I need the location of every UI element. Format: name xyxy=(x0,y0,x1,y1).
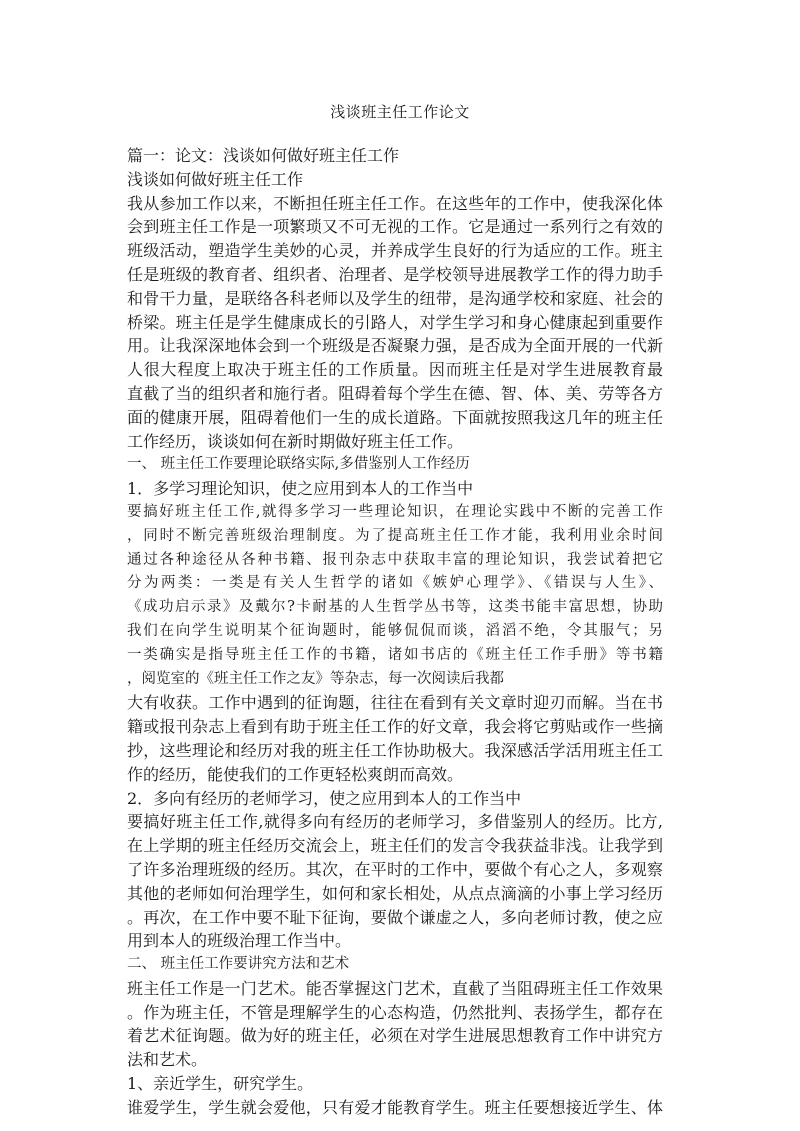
text-line: 《成功启示录》及戴尔?卡耐基的人生哲学丛书等，这类书能丰富思想，协助 xyxy=(127,599,663,616)
text-line: 人很大程度上取决于班主任的工作质量。因而班主任是对学生进展教育最 xyxy=(127,360,663,380)
text-line: 。再次，在工作中要不耻下征询，要做个谦虚之人，多向老师讨教，使之应 xyxy=(127,907,663,927)
text-line: 分为两类：一类是有关人生哲学的诸如《嫉妒心理学》、《错误与人生》、 xyxy=(127,575,663,592)
text-line: 会到班主任工作是一项繁琐又不可无视的工作。它是通过一系列行之有效的 xyxy=(127,217,663,237)
text-line: 了许多治理班级的经历。其次，在平时的工作中，要做个有心之人，多观察 xyxy=(127,859,663,879)
text-line: 班主任工作是一门艺术。能否掌握这门艺术，直截了当阻碍班主任工作效果 xyxy=(127,978,663,998)
text-line: 浅谈如何做好班主任工作 xyxy=(127,169,304,189)
text-line: 二、 班主任工作要讲究方法和艺术 xyxy=(127,956,350,973)
text-line: 和骨干力量，是联络各科老师以及学生的纽带，是沟通学校和家庭、社会的 xyxy=(127,288,663,308)
text-line: 大有收获。工作中遇到的征询题，往往在看到有关文章时迎刃而解。当在书 xyxy=(127,693,663,713)
text-line: 法和艺术。 xyxy=(127,1050,208,1070)
text-line: 面的健康开展，阻碍着他们一生的成长道路。下面就按照我这几年的班主任 xyxy=(127,407,663,427)
text-line: 2．多向有经历的老师学习，使之应用到本人的工作当中 xyxy=(127,788,522,808)
text-line: 我们在向学生说明某个征询题时，能够侃侃而谈，滔滔不绝，令其服气；另 xyxy=(127,622,663,639)
text-line: 。作为班主任，不管是理解学生的心态构造，仍然批判、表扬学生，都存在 xyxy=(127,1002,663,1022)
text-line: 一、 班主任工作要理论联络实际,多借鉴别人工作经历 xyxy=(127,456,470,473)
text-line: 桥梁。班主任是学生健康成长的引路人，对学生学习和身心健康起到重要作 xyxy=(127,312,663,332)
document-body xyxy=(127,144,663,1120)
text-line: 用。让我深深地体会到一个班级是否凝聚力强，是否成为全面开展的一代新 xyxy=(127,336,663,356)
text-line: 任是班级的教育者、组织者、治理者、是学校领导进展教学工作的得力助手 xyxy=(127,264,663,284)
text-line: 通过各种途径从各种书籍、报刊杂志中获取丰富的理论知识，我尝试着把它 xyxy=(127,551,663,568)
text-line: 我从参加工作以来，不断担任班主任工作。在这些年的工作中，使我深化体 xyxy=(127,193,663,213)
text-line: 谁爱学生，学生就会爱他，只有爱才能教育学生。班主任要想接近学生、体 xyxy=(127,1097,663,1117)
text-line: 篇一：论文：浅谈如何做好班主任工作 xyxy=(127,146,400,165)
text-line: 抄，这些理论和经历对我的班主任工作协助极大。我深感活学活用班主任工 xyxy=(127,740,663,760)
text-line: 着艺术征询题。做为好的班主任，必须在对学生进展思想教育工作中讲究方 xyxy=(127,1026,663,1046)
text-line: 籍或报刊杂志上看到有助于班主任工作的好文章，我会将它剪贴或作一些摘 xyxy=(127,717,663,737)
text-line: 1．多学习理论知识，使之应用到本人的工作当中 xyxy=(127,479,474,499)
text-line: 要搞好班主任工作,就得多学习一些理论知识，在理论实践中不断的完善工作 xyxy=(127,503,663,520)
text-line: 班级活动，塑造学生美妙的心灵，并养成学生良好的行为适应的工作。班主 xyxy=(127,241,663,261)
document-title: 浅谈班主任工作论文 xyxy=(330,103,470,121)
text-line: 1、亲近学生，研究学生。 xyxy=(127,1074,314,1094)
text-line: 作的经历，能使我们的工作更轻松爽朗而高效。 xyxy=(127,764,464,784)
text-line: 直截了当的组织者和施行者。阻碍着每个学生在德、智、体、美、劳等各方 xyxy=(127,383,663,403)
text-line: 工作经历，谈谈如何在新时期做好班主任工作。 xyxy=(127,431,464,451)
text-line: ，阅览室的《班主任工作之友》等杂志，每一次阅读后我都 xyxy=(127,670,504,687)
text-line: 用到本人的班级治理工作当中。 xyxy=(127,931,352,951)
text-line: 要搞好班主任工作,就得多向有经历的老师学习，多借鉴别人的经历。比方, xyxy=(127,812,663,832)
text-line: 一类确实是指导班主任工作的书籍，诸如书店的《班主任工作手册》等书籍 xyxy=(127,646,663,663)
text-line: 其他的老师如何治理学生，如何和家长相处，从点点滴滴的小事上学习经历 xyxy=(127,883,663,903)
text-line: 在上学期的班主任经历交流会上，班主任们的发言令我获益非浅。让我学到 xyxy=(127,836,663,856)
text-line: ，同时不断完善班级治理制度。为了提高班主任工作才能，我利用业余时间 xyxy=(127,527,663,544)
